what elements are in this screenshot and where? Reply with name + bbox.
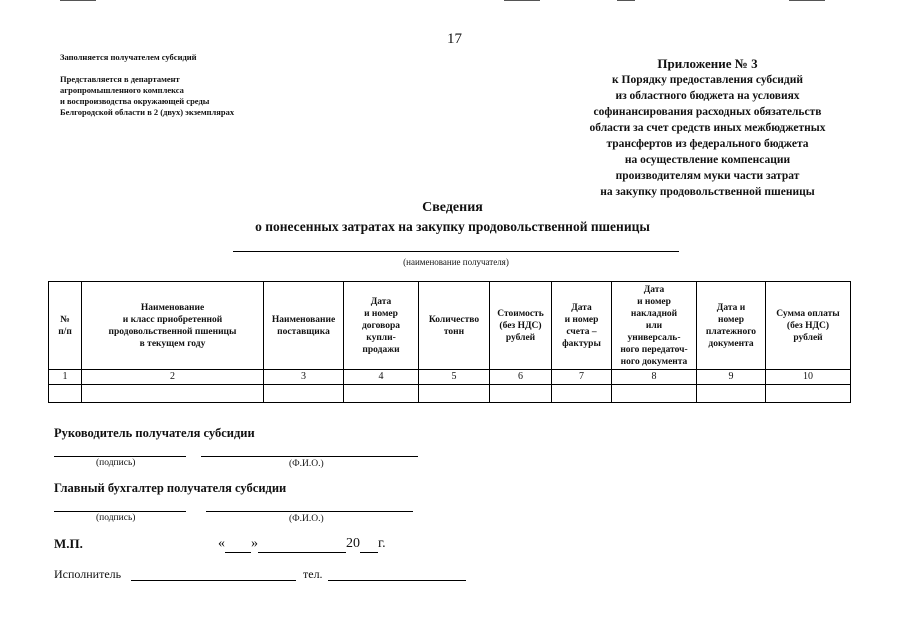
appendix-line: софинансирования расходных обязательств (593, 106, 822, 118)
top-edge-line (617, 0, 635, 1)
page-number: 17 (447, 31, 462, 47)
header-cell: Дата и номер накладной или универсаль- ного передаточ- ного документа (612, 282, 697, 370)
column-number-cell: 7 (552, 370, 612, 385)
head-name-line[interactable] (201, 456, 418, 457)
head-name-caption: (Ф.И.О.) (289, 459, 324, 469)
header-cell: Дата и номер платежного документа (697, 282, 766, 370)
header-cell: Наименование и класс приобретенной продовольственной пшеницы в текущем году (82, 282, 264, 370)
column-number-cell: 1 (49, 370, 82, 385)
date-day-blank[interactable] (225, 536, 251, 553)
accountant-name-caption: (Ф.И.О.) (289, 514, 324, 524)
column-number-cell: 9 (697, 370, 766, 385)
table-cell[interactable] (264, 385, 344, 403)
column-number-cell: 6 (490, 370, 552, 385)
date-open-quote: « (218, 536, 225, 551)
table-cell[interactable] (49, 385, 82, 403)
header-cell: Количество тонн (419, 282, 490, 370)
date-year-prefix: 20 (346, 536, 360, 551)
table-cell[interactable] (697, 385, 766, 403)
table-cell[interactable] (344, 385, 419, 403)
expenses-table (48, 281, 851, 403)
accountant-signature-caption: (подпись) (96, 513, 136, 523)
document-title: Сведения (422, 200, 483, 215)
table-cell[interactable] (419, 385, 490, 403)
header-cell: № п/п (49, 282, 82, 370)
column-number-cell: 3 (264, 370, 344, 385)
recipient-note-line: Представляется в департамент (60, 74, 180, 84)
phone-line[interactable] (328, 580, 466, 581)
executor-line[interactable] (131, 580, 296, 581)
header-cell: Наименование поставщика (264, 282, 344, 370)
appendix-line: производителям муки части затрат (615, 170, 800, 182)
table-cell[interactable] (766, 385, 851, 403)
column-number-cell: 5 (419, 370, 490, 385)
date-year-suffix: г. (378, 536, 386, 551)
table-header-row (49, 282, 851, 370)
column-number-row (49, 370, 851, 385)
executor-label: Исполнитель (54, 567, 122, 581)
head-signature-title: Руководитель получателя субсидии (54, 426, 255, 440)
date-year-blank[interactable] (360, 536, 378, 553)
stamp-label: М.П. (54, 536, 83, 551)
recipient-name-caption: (наименование получателя) (403, 257, 509, 267)
column-number-cell: 8 (612, 370, 697, 385)
document-subtitle: о понесенных затратах на закупку продовольственной пшеницы (255, 219, 650, 234)
header-cell: Стоимость (без НДС) рублей (490, 282, 552, 370)
table-cell[interactable] (82, 385, 264, 403)
accountant-name-line[interactable] (206, 511, 413, 512)
top-edge-line (60, 0, 96, 1)
appendix-block (555, 56, 860, 200)
head-signature-caption: (подпись) (96, 458, 136, 468)
table-cell[interactable] (552, 385, 612, 403)
header-cell: Дата и номер счета – фактуры (552, 282, 612, 370)
column-number-cell: 10 (766, 370, 851, 385)
column-number-cell: 2 (82, 370, 264, 385)
appendix-line: на закупку продовольственной пшеницы (600, 186, 815, 198)
head-signature-line[interactable] (54, 456, 186, 457)
appendix-title: Приложение № 3 (657, 56, 758, 71)
column-number-cell: 4 (344, 370, 419, 385)
accountant-signature-title: Главный бухгалтер получателя субсидии (54, 481, 287, 495)
table-cell[interactable] (490, 385, 552, 403)
date-field (218, 536, 386, 553)
recipient-note-line: агропромышленного комплекса (60, 85, 184, 95)
phone-label: тел. (303, 567, 323, 581)
top-edge-line (789, 0, 825, 1)
recipient-note-line: и воспроизводства окружающей среды (60, 96, 210, 106)
header-cell: Сумма оплаты (без НДС) рублей (766, 282, 851, 370)
appendix-line: из областного бюджета на условиях (615, 90, 800, 102)
table-cell[interactable] (612, 385, 697, 403)
appendix-line: области за счет средств иных межбюджетных (589, 122, 826, 134)
recipient-note-line: Заполняется получателем субсидий (60, 52, 197, 62)
header-cell: Дата и номер договора купли- продажи (344, 282, 419, 370)
appendix-line: на осуществление компенсации (624, 154, 791, 166)
recipient-name-line (233, 251, 679, 252)
recipient-note-line: Белгородской области в 2 (двух) экземплярах (60, 107, 235, 117)
table-row (49, 385, 851, 403)
date-close-quote: » (251, 536, 258, 551)
appendix-line: к Порядку предоставления субсидий (612, 74, 803, 86)
top-edge-line (504, 0, 540, 1)
appendix-line: трансфертов из федерального бюджета (606, 138, 809, 150)
date-month-blank[interactable] (258, 536, 346, 553)
accountant-signature-line[interactable] (54, 511, 186, 512)
